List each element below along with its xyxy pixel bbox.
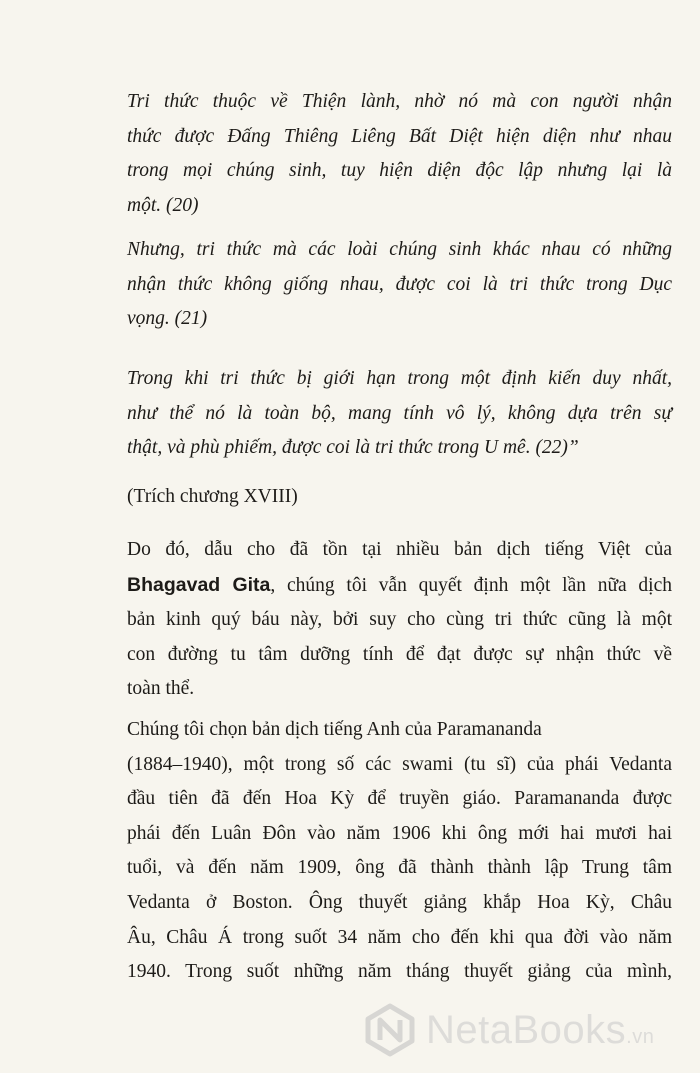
paragraph-translation-intro: [127, 533, 672, 707]
paragraph-line: Âu, Châu Á trong suốt 34 năm cho đến khi qua đời vào năm: [127, 926, 672, 948]
book-title: Bhagavad Gita: [127, 573, 271, 596]
paragraph-paramananda: [127, 713, 672, 990]
quote-verse-20: [127, 85, 672, 223]
quote-line: như thể nó là toàn bộ, mang tính vô lý, không dựa trên sự: [127, 402, 672, 424]
quote-line: Nhưng, tri thức mà các loài chúng sinh khác nhau có những: [127, 239, 672, 260]
watermark-brand: NetaBooks: [426, 1007, 627, 1052]
paragraph-line: phái đến Luân Đôn vào năm 1906 khi ông mới hai mươi hai: [127, 822, 672, 844]
paragraph-line: đầu tiên đã đến Hoa Kỳ để truyền giáo. Paramananda được: [127, 788, 672, 810]
paragraph-line: Chúng tôi chọn bản dịch tiếng Anh của Paramananda: [127, 719, 542, 740]
quote-line: nhận thức không giống nhau, được coi là tri thức trong Dục: [127, 273, 672, 295]
paragraph-line-rest: , chúng tôi vẫn quyết định một lần nữa dịch: [270, 574, 672, 596]
paragraph-line: (1884–1940), một trong số các swami (tu sĩ) của phái Vedanta: [127, 753, 672, 775]
quote-line: một. (20): [127, 194, 199, 216]
paragraph-line: bản kinh quý báu này, bởi suy cho cùng tri thức cũng là một: [127, 609, 672, 631]
quote-line: trong mọi chúng sinh, tuy hiện diện độc lập nhưng lại là: [127, 160, 672, 182]
quote-line: Tri thức thuộc về Thiện lành, nhờ nó mà con người nhận: [127, 91, 672, 112]
quote-line: vọng. (21): [127, 308, 208, 330]
quote-line: thức được Đấng Thiêng Liêng Bất Diệt hiện diện như nhau: [127, 125, 672, 147]
paragraph-line: Vedanta ở Boston. Ông thuyết giảng khắp Hoa Kỳ, Châu: [127, 891, 672, 913]
chapter-citation: (Trích chương XVIII): [127, 486, 298, 507]
quote-line: Trong khi tri thức bị giới hạn trong một định kiến duy nhất,: [127, 368, 672, 389]
watermark-suffix: .vn: [626, 1025, 655, 1048]
paragraph-line: toàn thể.: [127, 678, 195, 700]
quote-line: thật, và phù phiếm, được coi là tri thức trong U mê. (22)”: [127, 437, 579, 459]
paragraph-line: Do đó, dẫu cho đã tồn tại nhiều bản dịch tiếng Việt của: [127, 539, 672, 560]
paragraph-line: 1940. Trong suốt những năm tháng thuyết giảng của mình,: [127, 961, 672, 983]
paragraph-line: [127, 568, 672, 604]
watermark-text: [426, 1008, 654, 1053]
netabooks-logo-icon: [362, 1002, 418, 1058]
paragraph-line: con đường tu tâm dưỡng tính để đạt được sự nhận thức về: [127, 643, 672, 665]
quote-verse-21: [127, 233, 672, 337]
quote-verse-22: [127, 362, 672, 466]
netabooks-watermark: [362, 995, 700, 1065]
paragraph-line: tuổi, và đến năm 1909, ông đã thành thành lập Trung tâm: [127, 857, 672, 879]
